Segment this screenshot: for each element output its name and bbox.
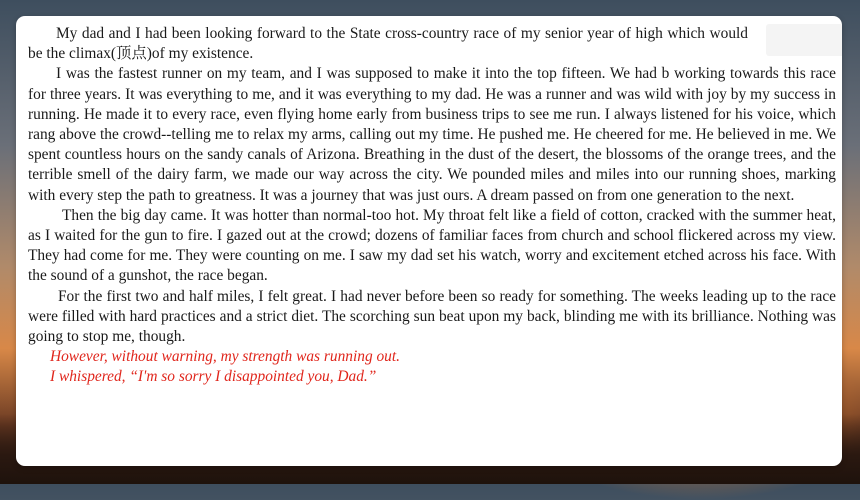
paragraph-2: I was the fastest runner on my team, and I was supposed to make it into the top fifteen. We had b working towards this race for three years. It was everything to me, and it was everything to my dad. He was a runner and was wild with joy by my success in running. He made it to every race, even flying home early from business trips to see me run. I always listened for his voice, which rang above the crowd--telling me to relax my arms, calling out my time. He pushed me. He cheered for me. He believed in me. We spent countless hours on the sandy canals of Arizona. Breathing in the dust of the desert, the blossoms of the orange trees, and the terrible smell of the dairy farm, we made our way across the city. We pounded miles and miles into our running shoes, marking with every step the path to greatness. It was a journey that was just ours. A dream passed on from one generation to the next.	[28, 65, 836, 204]
paragraph-4: For the first two and half miles, I felt great. I had never before been so ready for something. The weeks leading up to the race were filled with hard practices and a strict diet. The scorching sun beat upon my back, blinding me with its brilliance. Nothing was going to stop me, though.	[28, 287, 836, 346]
passage-text	[28, 24, 836, 388]
paragraph-3: Then the big day came. It was hotter than normal-too hot. My throat felt like a field of cotton, cracked with the summer heat, as I waited for the gun to fire. I gazed out at the crowd; dozens of familiar faces from church and school flickered across my view. They had come for me. They were counting on me. I saw my dad set his watch, worry and excitement etched across his face. With the sound of a gunshot, the race began.	[28, 206, 836, 285]
continuation-line-1: However, without warning, my strength was running out.	[50, 348, 401, 366]
passage-card	[16, 16, 842, 466]
continuation-line-2: I whispered, “I'm so sorry I disappointed you, Dad.”	[50, 368, 377, 386]
paragraph-1: My dad and I had been looking forward to the State cross-country race of my senior year of high which would be the climax(顶点)of my existence.	[28, 25, 748, 63]
